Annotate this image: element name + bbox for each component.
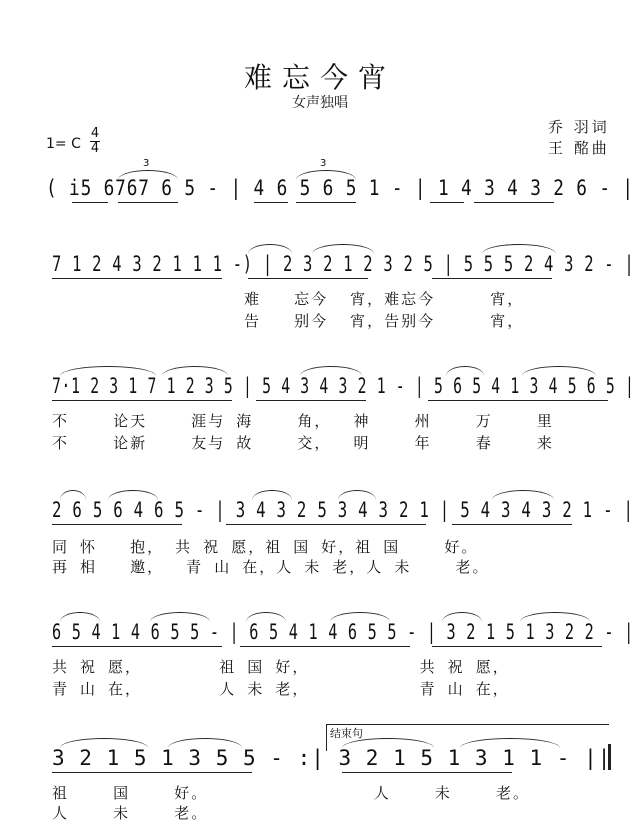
notation: 7·1 2 3 1 7 1 2 3 5 | 5 4 3 4 3 2 1 - | 5 6 5 4 1 3 4 5 6 5 | (52, 374, 635, 398)
beam-line (118, 202, 178, 203)
lyrics-verse-1: 共 祝 愿， 祖 国 好， 共 祝 愿， (52, 658, 510, 676)
slur-mark (252, 490, 292, 500)
time-signature-bottom: 4 (90, 141, 100, 156)
lyrics-verse-1: 同 怀 抱， 共 祝 愿，祖 国 好，祖 国 好。 (52, 538, 479, 556)
beam-line (52, 772, 252, 773)
key-signature: 1= C (46, 136, 81, 152)
lyrics-verse-1: 不 论天 涯与 海 角， 神 州 万 里 (52, 412, 554, 430)
slur-mark (168, 738, 242, 748)
slur-mark (60, 738, 148, 748)
beam-line (342, 772, 512, 773)
triplet-mark: 3 (320, 158, 327, 169)
final-barline (608, 744, 611, 770)
slur-mark (60, 366, 156, 376)
beam-line (256, 400, 366, 401)
slur-mark (118, 170, 178, 180)
beam-line (52, 524, 182, 525)
beam-line (432, 278, 552, 279)
notation: 7 1 2 4 3 2 1 1 1 -) | 2 3 2 1 2 3 2 5 | 5 5 5 2 4 3 2 - | (52, 252, 635, 276)
lyrics-verse-2: 再 相 邀， 青 山 在，人 未 老，人 未 老。 (52, 558, 490, 576)
beam-line (226, 524, 426, 525)
slur-mark (520, 612, 590, 622)
slur-mark (300, 366, 362, 376)
time-signature-top: 4 (90, 126, 100, 141)
slur-mark (296, 170, 356, 180)
slur-mark (246, 612, 286, 622)
beam-line (240, 646, 410, 647)
slur-mark (60, 490, 86, 500)
notation: 2 6 5 6 4 6 5 - | 3 4 3 2 5 3 4 3 2 1 | 5 4 3 4 3 2 1 - | (52, 498, 634, 522)
beam-line (296, 202, 356, 203)
slur-mark (442, 612, 482, 622)
slur-mark (446, 366, 484, 376)
lyrics-verse-2: 青 山 在， 人 未 老， 青 山 在， (52, 680, 510, 698)
slur-mark (312, 244, 374, 254)
lyricist-credit: 乔 羽词 (548, 118, 610, 136)
beam-line (430, 202, 464, 203)
slur-mark (60, 612, 100, 622)
lyrics-verse-2: 不 论新 友与 故 交， 明 年 春 来 (52, 434, 554, 452)
song-title: 难忘今宵 (243, 61, 396, 94)
slur-mark (330, 612, 390, 622)
slur-mark (248, 244, 292, 254)
lyrics-verse-2: 人 未 老。 (52, 804, 209, 822)
song-subtitle: 女声独唱 (292, 95, 348, 111)
slur-mark (108, 490, 158, 500)
time-signature (90, 127, 100, 156)
beam-line (248, 278, 368, 279)
beam-line (254, 202, 288, 203)
slur-mark (338, 490, 376, 500)
slur-mark (522, 366, 596, 376)
slur-mark (162, 366, 228, 376)
lyrics-verse-1: 祖 国 好。 人 未 老。 (52, 784, 530, 802)
beam-line (52, 278, 222, 279)
beam-line (432, 646, 602, 647)
notation: 3 2 1 5 1 3 5 5 - :| 3 2 1 5 1 3 1 1 - || (52, 746, 612, 770)
slur-mark (482, 244, 556, 254)
notation: 6 5 4 1 4 6 5 5 - | 6 5 4 1 4 6 5 5 - | 3 2 1 5 1 3 2 2 - | (52, 620, 634, 644)
notation: ( i5 6767 6 5 - | 4 6 5 6 5 1 - | 1 4 3 4 3 2 6 - | (46, 176, 634, 200)
beam-line (52, 646, 222, 647)
triplet-mark: 3 (143, 158, 150, 169)
slur-mark (150, 612, 210, 622)
composer-credit: 王 酩曲 (548, 139, 610, 157)
beam-line (52, 400, 232, 401)
lyrics-verse-2: 告 别今 宵，告别今 宵， (244, 312, 525, 330)
slur-mark (492, 490, 554, 500)
lyrics-verse-1: 难 忘今 宵，难忘今 宵， (244, 290, 525, 308)
beam-line (72, 202, 108, 203)
beam-line (428, 400, 608, 401)
beam-line (474, 202, 554, 203)
ending-label: 结束句 (330, 727, 363, 740)
beam-line (452, 524, 572, 525)
